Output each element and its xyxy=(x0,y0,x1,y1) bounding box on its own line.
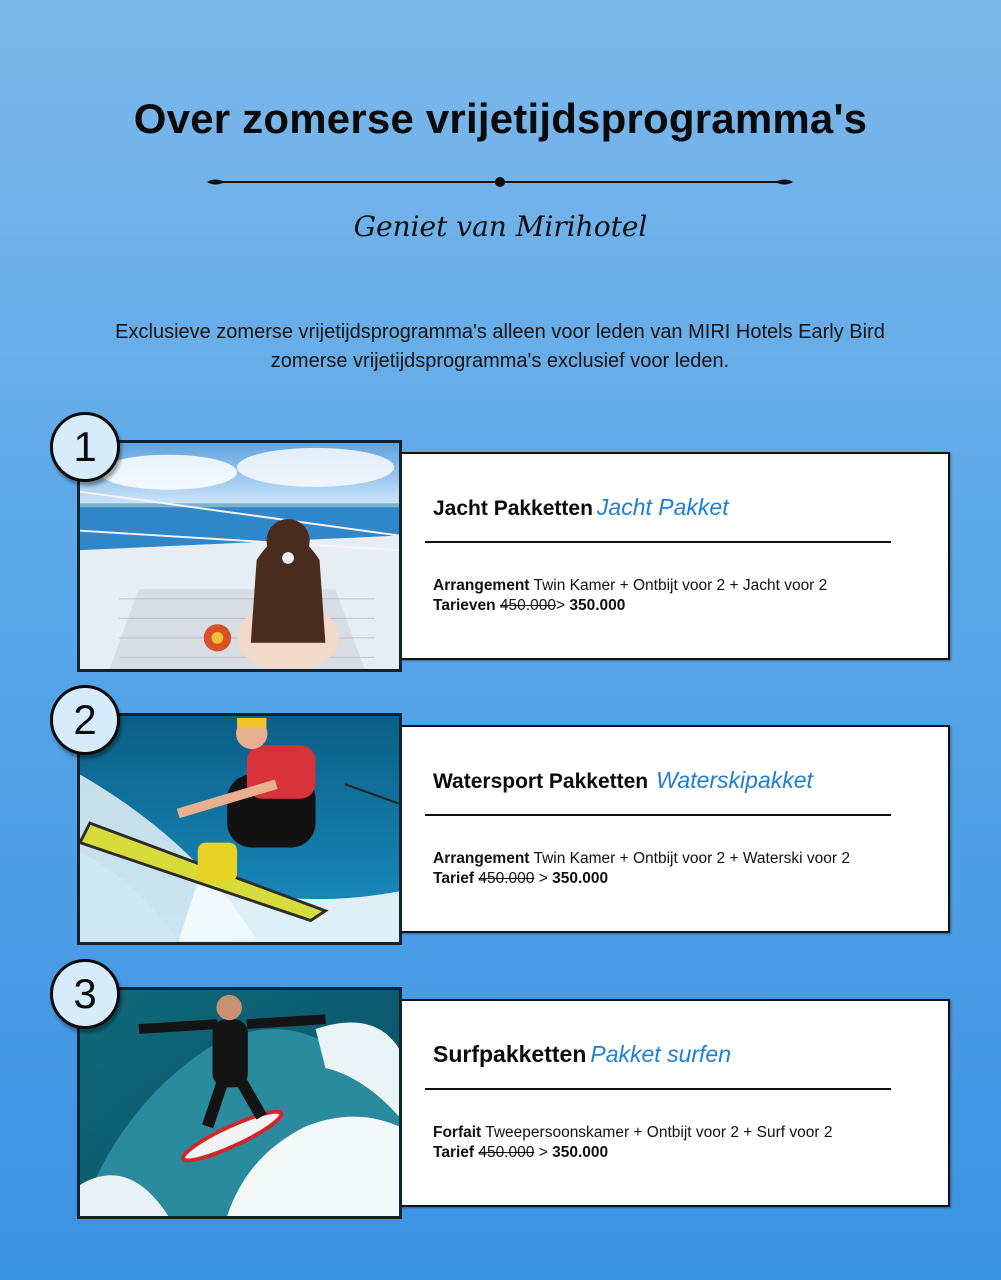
package-arrangement-line xyxy=(433,849,850,869)
package-name: Watersport Pakketten xyxy=(433,770,649,793)
package-details xyxy=(433,576,827,616)
heading-rule xyxy=(425,1088,891,1090)
package-arrangement-line xyxy=(433,1123,832,1143)
package-heading xyxy=(433,494,729,521)
old-price: 450.000 xyxy=(478,1144,535,1161)
old-price: 450.000 xyxy=(499,597,556,614)
package-heading xyxy=(433,1041,731,1068)
arrangement-text: Twin Kamer + Ontbijt voor 2 + Waterski voor 2 xyxy=(533,850,850,867)
package-card-yacht xyxy=(0,423,1001,675)
arrangement-label: Forfait xyxy=(433,1124,482,1141)
surf-photo xyxy=(77,987,402,1219)
waterski-photo xyxy=(77,713,402,945)
old-price: 450.000 xyxy=(478,870,535,887)
new-price: 350.000 xyxy=(552,1144,609,1161)
price-label: Tarieven xyxy=(433,597,496,614)
package-details xyxy=(433,849,850,889)
package-details xyxy=(433,1123,832,1163)
new-price: 350.000 xyxy=(569,597,626,614)
package-subtitle: Waterskipakket xyxy=(656,767,813,793)
package-price-line xyxy=(433,1143,832,1163)
ornamental-divider xyxy=(205,170,795,194)
price-arrow: > xyxy=(538,1144,548,1161)
heading-rule xyxy=(425,541,891,543)
yacht-photo xyxy=(77,440,402,672)
price-arrow: > xyxy=(538,870,548,887)
package-subtitle: Pakket surfen xyxy=(590,1041,732,1067)
arrangement-text: Tweepersoonskamer + Ontbijt voor 2 + Surf voor 2 xyxy=(485,1124,833,1141)
price-label: Tarief xyxy=(433,1144,475,1161)
script-tagline: Geniet van Mirihotel xyxy=(353,210,648,243)
package-info-card xyxy=(398,452,950,660)
package-number-badge: 2 xyxy=(50,685,120,755)
price-arrow: > xyxy=(555,597,566,614)
package-number-badge: 3 xyxy=(50,959,120,1029)
package-card-surf xyxy=(0,970,1001,1222)
price-label: Tarief xyxy=(433,870,475,887)
arrangement-text: Twin Kamer + Ontbijt voor 2 + Jacht voor 2 xyxy=(533,577,828,594)
package-heading xyxy=(433,767,813,794)
intro-line-1: Exclusieve zomerse vrijetijdsprogramma's alleen voor leden van MIRI Hotels Early Bird xyxy=(115,321,885,343)
package-price-line xyxy=(433,596,827,616)
package-number-badge: 1 xyxy=(50,412,120,482)
package-name: Surfpakketten xyxy=(433,1041,587,1067)
arrangement-label: Arrangement xyxy=(433,850,530,867)
arrangement-label: Arrangement xyxy=(433,577,530,594)
new-price: 350.000 xyxy=(552,870,609,887)
intro-text xyxy=(60,318,940,376)
package-price-line xyxy=(433,869,850,889)
heading-rule xyxy=(425,814,891,816)
package-card-watersport xyxy=(0,696,1001,948)
package-info-card xyxy=(398,999,950,1207)
package-name: Jacht Pakketten xyxy=(433,497,593,520)
package-info-card xyxy=(398,725,950,933)
intro-line-2: zomerse vrijetijdsprogramma's exclusief voor leden. xyxy=(270,350,730,372)
package-arrangement-line xyxy=(433,576,827,596)
page-title: Over zomerse vrijetijdsprogramma's xyxy=(133,95,868,142)
package-subtitle: Jacht Pakket xyxy=(596,494,729,520)
